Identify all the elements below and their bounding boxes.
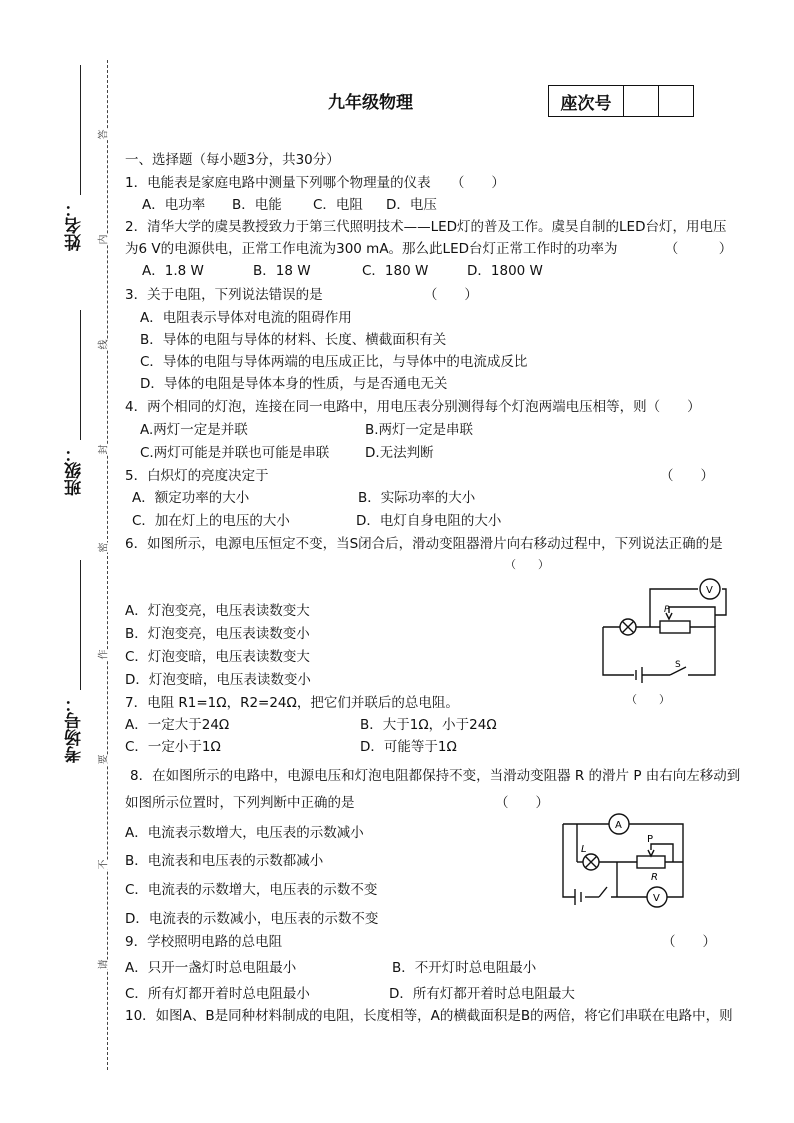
question-9-stem: 9．学校照明电路的总电阻 (125, 934, 283, 950)
q9-option-c: C．所有灯都开着时总电阻最小 (125, 986, 310, 1002)
q6-fig-switch-label: S (675, 660, 681, 670)
q9-option-d: D．所有灯都开着时总电阻最大 (389, 986, 575, 1002)
q7-option-d: D．可能等于1Ω (360, 739, 457, 755)
q2-option-a: A．1.8 W (142, 263, 204, 279)
q3-option-d: D．导体的电阻是导体本身的性质，与是否通电无关 (140, 376, 448, 392)
q6-option-d: D．灯泡变暗，电压表读数变小 (125, 672, 311, 688)
page-title: 九年级物理 (328, 93, 413, 113)
question-2-line-2: 为6 V的电源供电，正常工作电流为300 mA。那么此LED台灯正常工作时的功率为 （ ） (125, 241, 733, 257)
seal-char: 要 (93, 755, 112, 765)
exam-number-label: 考场号： (65, 695, 85, 763)
question-4-stem: 4．两个相同的灯泡，连接在同一电路中，用电压表分别测得每个灯泡两端电压相等，则（ ） (125, 399, 701, 415)
seal-char: 不 (93, 860, 112, 870)
question-8-paren: （ ） (495, 795, 549, 811)
q4-option-d: D.无法判断 (365, 445, 434, 461)
seal-char: 内 (93, 235, 112, 245)
seat-number-label: 座次号 (549, 86, 624, 116)
q8-option-b: B．电流表和电压表的示数都减小 (125, 853, 324, 869)
q2-option-c: C．180 W (362, 263, 429, 279)
question-8-line-2: 如图所示位置时，下列判断中正确的是 (125, 795, 355, 811)
question-5-paren: （ ） (660, 468, 714, 484)
q5-option-d: D．电灯自身电阻的大小 (356, 513, 502, 529)
q6-option-b: B．灯泡变亮，电压表读数变小 (125, 626, 310, 642)
section-heading: 一、选择题（每小题3分，共30分） (125, 152, 340, 168)
seal-char: 封 (93, 445, 112, 455)
binding-line-top (80, 65, 81, 195)
q5-option-b: B．实际功率的大小 (358, 490, 476, 506)
q4-option-a: A.两灯一定是并联 (140, 422, 248, 438)
question-10-stem: 10．如图A、B是同种材料制成的电阻，长度相等，A的横截面积是B的两倍，将它们串联在电路中，则 (125, 1008, 733, 1024)
q9-option-a: A．只开一盏灯时总电阻最小 (125, 960, 297, 976)
q2-option-d: D．1800 W (467, 263, 543, 279)
question-3-stem: 3．关于电阻，下列说法错误的是 （ ） (125, 287, 478, 303)
q5-option-a: A．额定功率的大小 (132, 490, 250, 506)
seat-number-cell[interactable] (624, 86, 659, 116)
question-2-line-1: 2．清华大学的虞昊教授致力于第三代照明技术——LED灯的普及工作。虞昊自制的LED台灯，用电压 (125, 219, 727, 235)
q8-fig-rheostat-label: R (651, 872, 658, 883)
seal-char: 作 (93, 650, 112, 660)
q1-option-d: D．电压 (386, 197, 437, 213)
q3-option-a: A．电阻表示导体对电流的阻碍作用 (140, 310, 352, 326)
q6-option-a: A．灯泡变亮，电压表读数变大 (125, 603, 310, 619)
q1-option-a: A．电功率 (142, 197, 206, 213)
q7-option-a: A．一定大于24Ω (125, 717, 230, 733)
q3-option-c: C．导体的电阻与导体两端的电压成正比，与导体中的电流成反比 (140, 354, 528, 370)
q8-option-a: A．电流表示数增大，电压表的示数减小 (125, 825, 364, 841)
question-8-line-1: 8．在如图所示的电路中，电源电压和灯泡电阻都保持不变，当滑动变阻器 R 的滑片 P 由右向左移动到 (130, 768, 741, 784)
class-label: 班级： (65, 445, 85, 496)
q1-option-c: C．电阻 (313, 197, 363, 213)
q8-fig-ammeter-label: A (615, 820, 622, 831)
q8-option-c: C．电流表的示数增大，电压表的示数不变 (125, 882, 378, 898)
question-1-stem: 1．电能表是家庭电路中测量下列哪个物理量的仪表 （ ） (125, 175, 505, 191)
q6-fig-slider-label: P (664, 605, 670, 615)
q4-option-b: B.两灯一定是串联 (365, 422, 474, 438)
q6-fig-voltmeter-label: V (706, 585, 713, 596)
question-6-stem: 6．如图所示，电源电压恒定不变，当S闭合后，滑动变阻器滑片向右移动过程中，下列说法正确的是 (125, 536, 723, 552)
q7-option-b: B．大于1Ω，小于24Ω (360, 717, 497, 733)
question-9-paren: （ ） (662, 934, 716, 950)
q8-option-d: D．电流表的示数减小，电压表的示数不变 (125, 911, 379, 927)
question-6-paren: （ ） (505, 558, 549, 571)
q2-option-b: B．18 W (253, 263, 311, 279)
binding-line-middle (80, 310, 81, 440)
q9-option-b: B．不开灯时总电阻最小 (392, 960, 537, 976)
q7-option-c: C．一定小于1Ω (125, 739, 221, 755)
q3-option-b: B．导体的电阻与导体的材料、长度、横截面积有关 (140, 332, 447, 348)
q4-option-c: C.两灯可能是并联也可能是串联 (140, 445, 330, 461)
q8-fig-lamp-label: L (581, 844, 587, 855)
seat-number-cell[interactable] (659, 86, 693, 116)
q5-option-c: C．加在灯上的电压的大小 (132, 513, 290, 529)
q6-circuit-diagram (598, 575, 728, 690)
q6-figure-paren: （ ） (626, 693, 670, 706)
seal-char: 密 (93, 543, 112, 553)
question-7-stem: 7．电阻 R1=1Ω，R2=24Ω，把它们并联后的总电阻。 (125, 695, 459, 711)
seal-char: 线 (93, 340, 112, 350)
binding-line-bottom (80, 560, 81, 690)
question-5-stem: 5．白炽灯的亮度决定于 (125, 468, 269, 484)
q8-fig-voltmeter-label: V (653, 893, 660, 904)
q1-option-b: B．电能 (232, 197, 282, 213)
q6-option-c: C．灯泡变暗，电压表读数变大 (125, 649, 310, 665)
q8-fig-slider-label: P (647, 834, 654, 845)
name-label: 姓名： (65, 200, 85, 251)
seal-dashed-line (107, 60, 108, 1070)
q8-circuit-diagram (555, 812, 695, 912)
seal-char: 请 (93, 960, 112, 970)
seat-number-box (548, 85, 694, 117)
seal-char: 答 (93, 130, 112, 140)
